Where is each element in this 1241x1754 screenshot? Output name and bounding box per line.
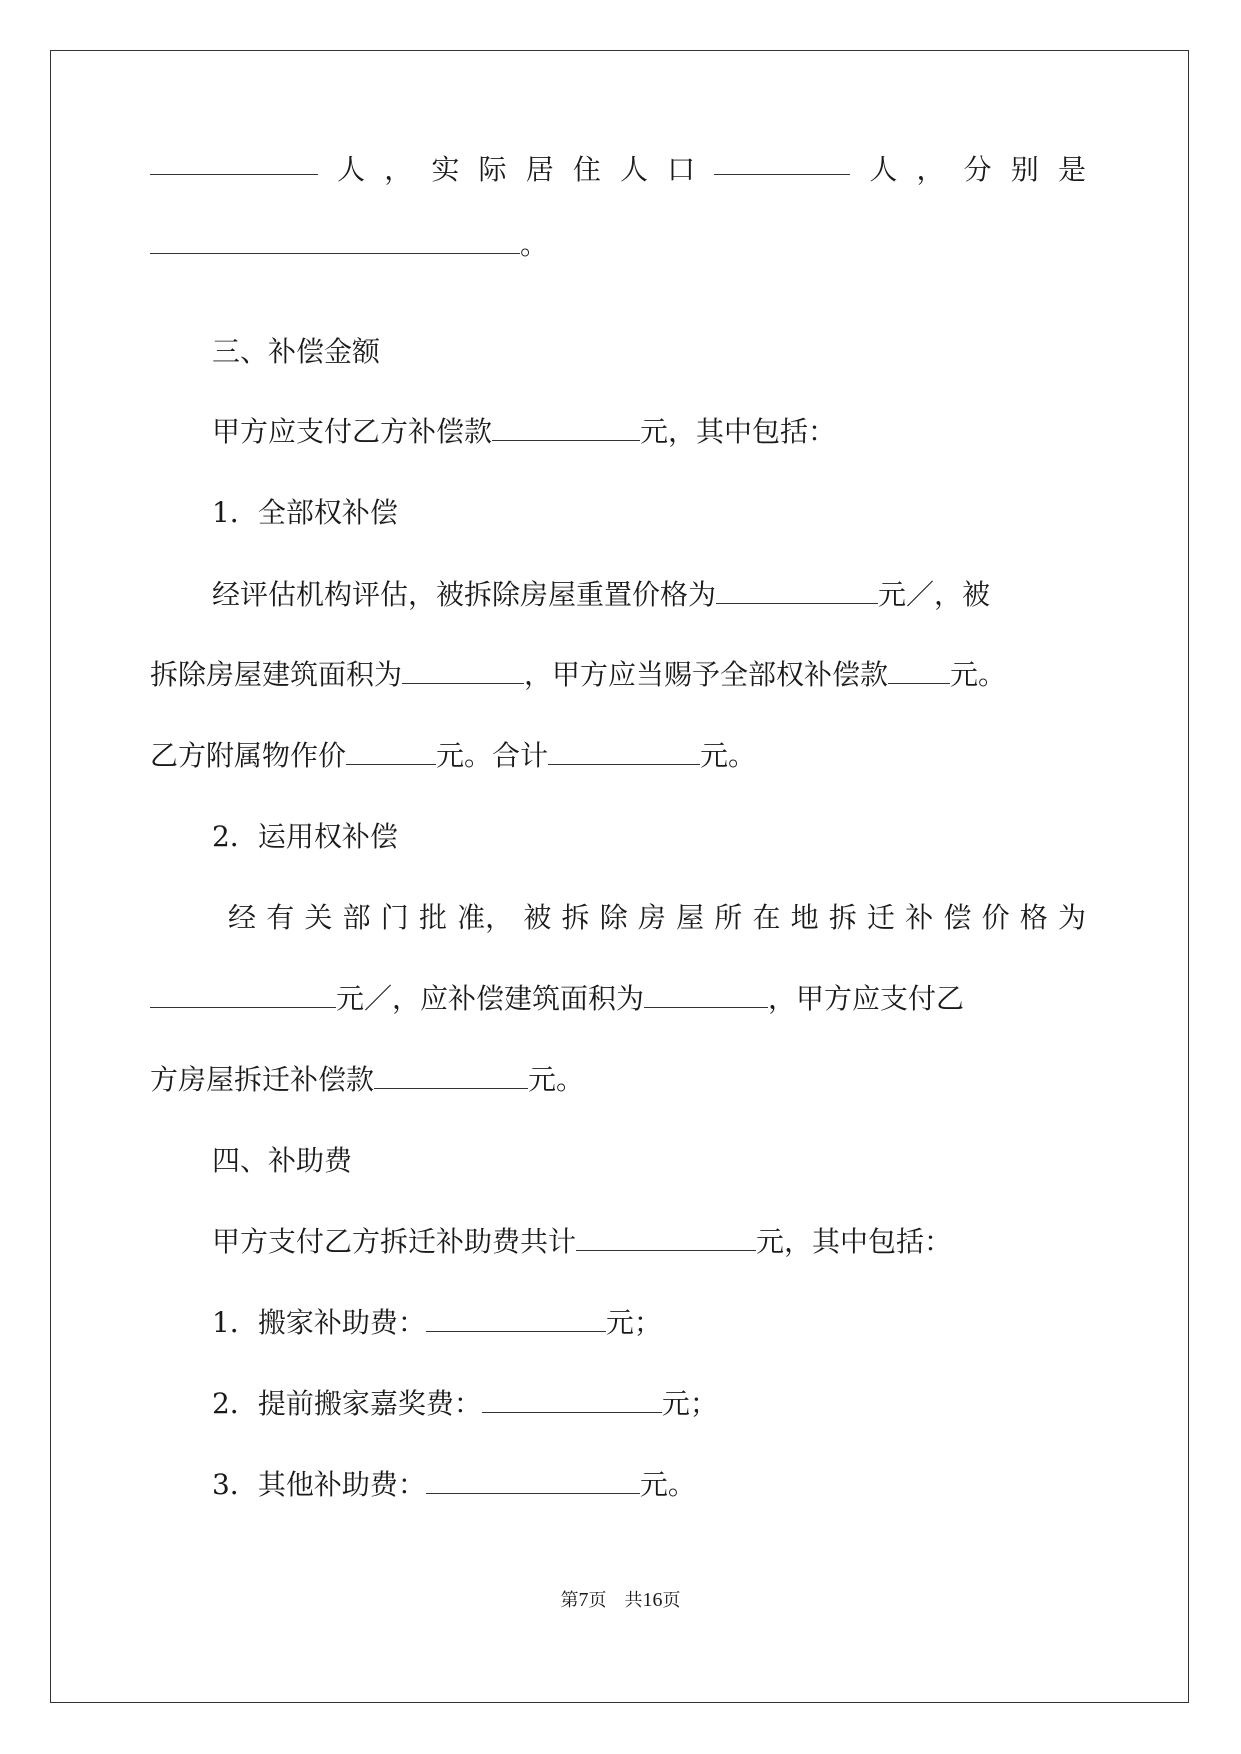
paragraph (150, 1060, 584, 1100)
text: 经 (228, 901, 257, 934)
text: 元。合计 (436, 739, 549, 772)
blank-field (548, 740, 700, 765)
text: 地 (790, 901, 819, 934)
blank-field (150, 229, 520, 254)
page-footer (0, 1588, 1241, 1612)
text: 被 (523, 901, 552, 934)
text: 拆除房屋建筑面积为 (150, 658, 403, 691)
text: 乙方附属物作价 (150, 739, 347, 772)
blank-field (482, 1388, 662, 1413)
page-border (50, 50, 1189, 1703)
blank-field (716, 579, 878, 604)
blank-field (150, 150, 318, 175)
text: ，甲方应当赐予全部权补偿款 (524, 658, 889, 691)
section-heading: 三、补偿金额 (212, 335, 381, 368)
text: 在 (752, 901, 781, 934)
text: 为 (1057, 901, 1086, 934)
blank-field (402, 659, 524, 684)
text: 。 (520, 228, 549, 261)
text: 所 (714, 901, 743, 934)
blank-field (150, 983, 336, 1008)
text: 迁 (867, 901, 896, 934)
text: 拆 (561, 901, 590, 934)
text: 拆 (828, 901, 857, 934)
text: 1．搬家补助费： (212, 1306, 426, 1339)
text: 元。 (950, 658, 1007, 691)
list-item (212, 1303, 662, 1343)
blank-field (426, 1469, 640, 1494)
text: 元，其中包括： (756, 1225, 953, 1258)
section-heading: 四、补助费 (212, 1144, 353, 1177)
paragraph (212, 412, 836, 452)
paragraph (212, 575, 990, 615)
blank-field (426, 1307, 606, 1332)
paragraph (150, 655, 1006, 695)
text: 关 (304, 901, 333, 934)
text: 甲方应支付乙方补偿款 (212, 415, 493, 448)
text: 补 (905, 901, 934, 934)
blank-field (888, 659, 950, 684)
list-item (212, 1465, 696, 1505)
text: ， (384, 153, 413, 186)
text: 元／，被 (878, 578, 991, 611)
text: 有 (266, 901, 295, 934)
text: 元。 (700, 739, 757, 772)
text: 经评估机构评估，被拆除房屋重置价格为 (212, 578, 717, 611)
blank-field (644, 983, 768, 1008)
text: ， (916, 153, 945, 186)
text: 方房屋拆迁补偿款 (150, 1063, 375, 1096)
text: 偿 (943, 901, 972, 934)
text: 人 (619, 153, 648, 186)
text: 口 (667, 153, 696, 186)
text: 元。 (528, 1063, 585, 1096)
text: 甲方支付乙方拆迁补助费共计 (212, 1225, 577, 1258)
paragraph (150, 736, 756, 776)
paragraph (212, 1222, 952, 1262)
blank-field (492, 416, 640, 441)
text: 元； (605, 1306, 662, 1339)
blank-field (346, 740, 436, 765)
paragraph (228, 898, 1086, 938)
text: 门 (380, 901, 409, 934)
blank-field (374, 1064, 528, 1089)
text: 格 (1019, 901, 1048, 934)
list-item (212, 1384, 718, 1424)
text: 元。 (639, 1468, 696, 1501)
text: 别 (1010, 153, 1039, 186)
blank-field (576, 1226, 756, 1251)
footer-text: 第 (560, 1590, 579, 1610)
text: 人 (869, 153, 898, 186)
text: 人 (337, 153, 366, 186)
page-number: 7 (578, 1589, 589, 1611)
text: 批 (418, 901, 447, 934)
text: 际 (478, 153, 507, 186)
text: 3．其他补助费： (212, 1468, 426, 1501)
item-heading: 1．全部权补偿 (212, 496, 398, 529)
blank-field (714, 150, 850, 175)
text: 房 (637, 901, 666, 934)
total-pages: 16 (642, 1589, 663, 1611)
text: 屋 (676, 901, 705, 934)
text: 2．提前搬家嘉奖费： (212, 1387, 482, 1420)
text: 元，其中包括： (640, 415, 837, 448)
text: 价 (981, 901, 1010, 934)
text: ，甲方应支付乙 (768, 982, 965, 1015)
text: 是 (1057, 153, 1086, 186)
footer-text: 页 (662, 1590, 681, 1610)
footer-text: 页 共 (588, 1590, 643, 1610)
text: 住 (572, 153, 601, 186)
text: 元／，应补偿建筑面积为 (336, 982, 645, 1015)
text: 实 (431, 153, 460, 186)
text: 分 (963, 153, 992, 186)
text: 除 (599, 901, 628, 934)
occupant-names-line (150, 225, 548, 265)
item-heading: 2．运用权补偿 (212, 820, 398, 853)
text: 准， (457, 901, 514, 934)
text: 居 (525, 153, 554, 186)
text: 部 (342, 901, 371, 934)
paragraph (150, 979, 964, 1019)
occupant-line (150, 150, 1086, 190)
text: 元； (661, 1387, 718, 1420)
